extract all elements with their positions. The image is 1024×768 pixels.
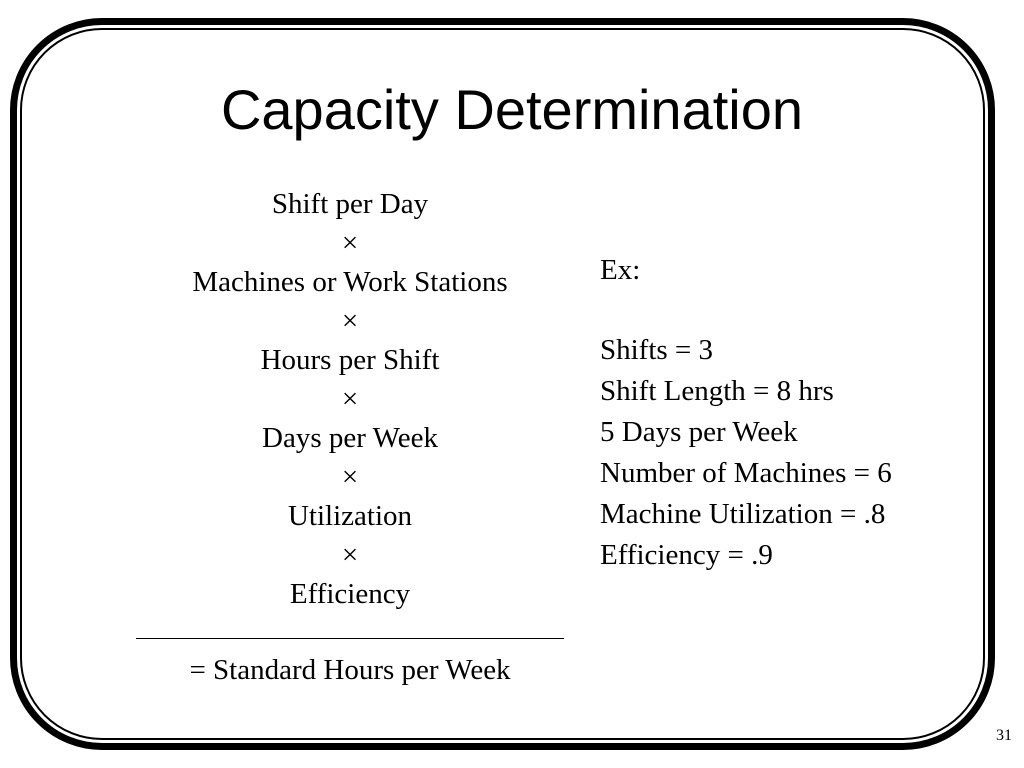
formula-term: Days per Week bbox=[262, 422, 438, 454]
example-line: 5 Days per Week bbox=[600, 416, 798, 448]
formula-divider bbox=[136, 638, 564, 639]
capacity-formula bbox=[134, 185, 566, 614]
multiply-symbol: × bbox=[341, 227, 359, 259]
multiply-symbol: × bbox=[341, 461, 359, 493]
formula-term: Hours per Shift bbox=[260, 344, 440, 376]
formula-term: Efficiency bbox=[289, 578, 411, 610]
multiply-symbol: × bbox=[341, 539, 359, 571]
formula-term: Shift per Day bbox=[271, 188, 429, 220]
example-line: Machine Utilization = .8 bbox=[600, 498, 886, 530]
formula-term: Utilization bbox=[287, 500, 413, 532]
example-block bbox=[600, 250, 980, 576]
multiply-symbol: × bbox=[341, 305, 359, 337]
slide-title: Capacity Determination bbox=[220, 78, 804, 141]
example-line: Shift Length = 8 hrs bbox=[600, 375, 834, 407]
formula-result: = Standard Hours per Week bbox=[189, 654, 511, 686]
multiply-symbol: × bbox=[341, 383, 359, 415]
example-heading: Ex: bbox=[600, 254, 641, 286]
example-line: Shifts = 3 bbox=[600, 334, 714, 366]
page-number: 31 bbox=[996, 727, 1012, 744]
example-line: Number of Machines = 6 bbox=[600, 457, 892, 489]
example-line: Efficiency = .9 bbox=[600, 539, 773, 571]
formula-term: Machines or Work Stations bbox=[192, 266, 508, 298]
